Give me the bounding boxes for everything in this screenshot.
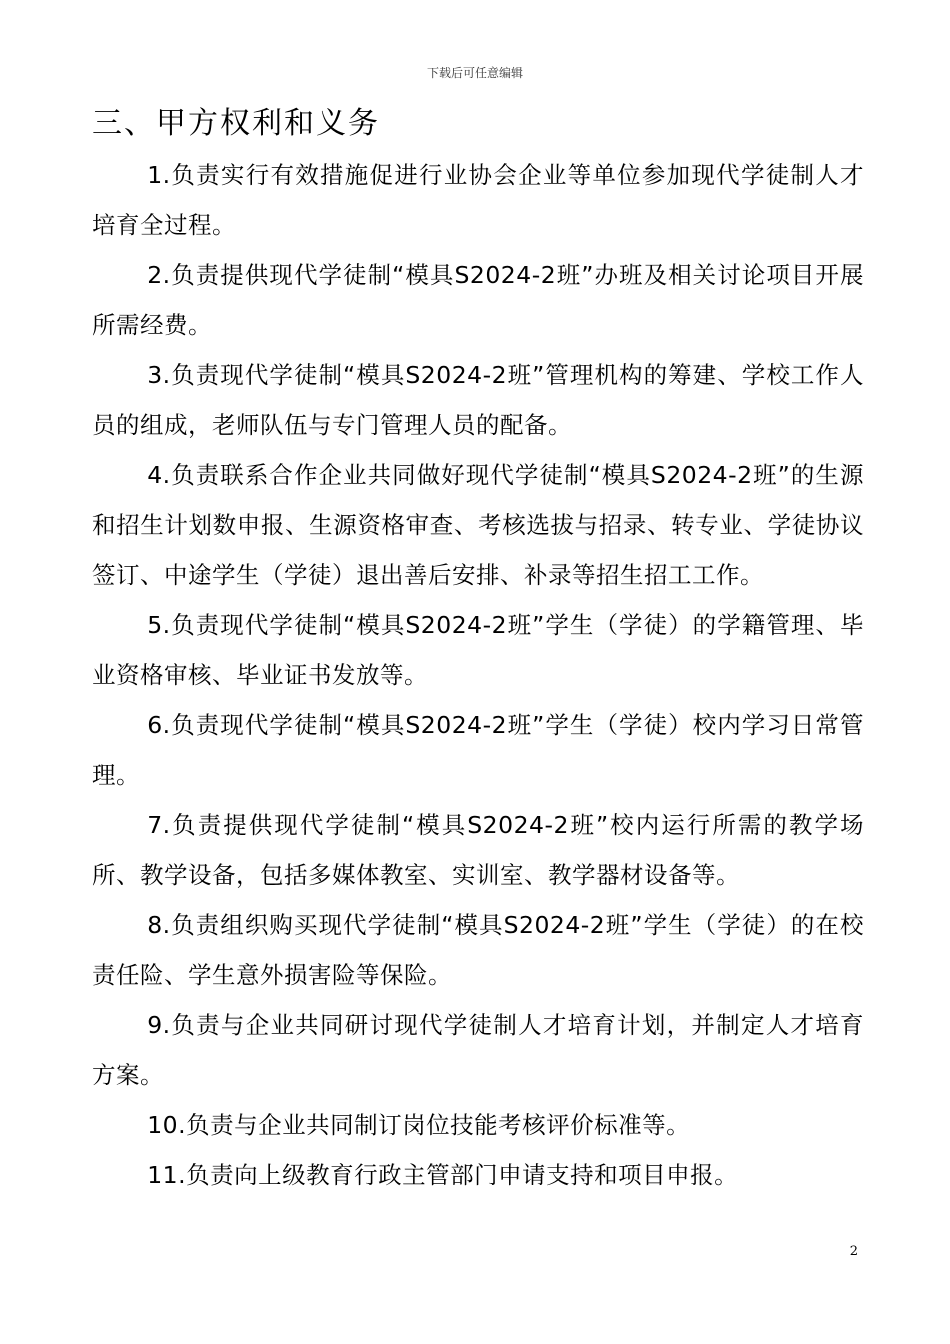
paragraph-3: 3.负责现代学徒制“模具S2024-2班”管理机构的筹建、学校工作人员的组成，老师队伍与专门管理人员的配备。 xyxy=(92,361,864,439)
paragraph-10: 10.负责与企业共同制订岗位技能考核评价标准等。 xyxy=(147,1111,691,1139)
paragraph-4: 4.负责联系合作企业共同做好现代学徒制“模具S2024-2班”的生源和招生计划数申报、生源资格审查、考核选拔与招录、转专业、学徒协议签订、中途学生（学徒）退出善后安排、补录等招生招工工作。 xyxy=(92,461,864,589)
paragraph-11: 11.负责向上级教育行政主管部门申请支持和项目申报。 xyxy=(147,1161,739,1189)
section-title: 三、甲方权利和义务 xyxy=(92,106,380,141)
paragraph-9: 9.负责与企业共同研讨现代学徒制人才培育计划，并制定人才培育方案。 xyxy=(92,1011,864,1089)
paragraph-6: 6.负责现代学徒制“模具S2024-2班”学生（学徒）校内学习日常管理。 xyxy=(92,711,864,789)
paragraph-5: 5.负责现代学徒制“模具S2024-2班”学生（学徒）的学籍管理、毕业资格审核、毕业证书发放等。 xyxy=(92,611,864,689)
document-body xyxy=(92,150,864,1200)
paragraph-7: 7.负责提供现代学徒制“模具S2024-2班”校内运行所需的教学场所、教学设备，包括多媒体教室、实训室、教学器材设备等。 xyxy=(92,811,864,889)
header-note: 下载后可任意编辑 xyxy=(426,66,523,80)
paragraph-8: 8.负责组织购买现代学徒制“模具S2024-2班”学生（学徒）的在校责任险、学生意外损害险等保险。 xyxy=(92,911,864,989)
paragraph-2: 2.负责提供现代学徒制“模具S2024-2班”办班及相关讨论项目开展所需经费。 xyxy=(92,261,864,339)
page-number: 2 xyxy=(849,1244,858,1259)
paragraph-1: 1.负责实行有效措施促进行业协会企业等单位参加现代学徒制人才培育全过程。 xyxy=(92,161,864,239)
